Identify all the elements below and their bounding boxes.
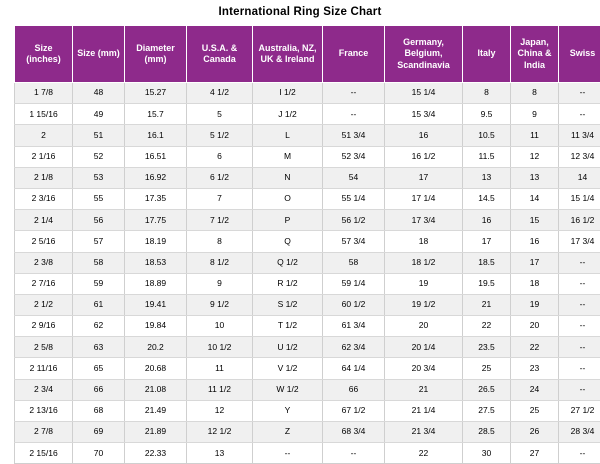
cell-usa-canada: 6: [187, 146, 253, 167]
cell-germany-belgium-scandinavia: 16: [385, 125, 463, 146]
cell-size-inches: 2 9/16: [15, 316, 73, 337]
cell-japan-china-india: 8: [511, 83, 559, 104]
cell-diameter-mm: 18.19: [125, 231, 187, 252]
cell-size-inches: 2 5/8: [15, 337, 73, 358]
cell-size-inches: 2 5/16: [15, 231, 73, 252]
cell-size-inches: 2 3/16: [15, 188, 73, 209]
cell-size-inches: 1 15/16: [15, 104, 73, 125]
table-header: [15, 26, 600, 83]
column-header-size-mm: Size (mm): [73, 26, 125, 83]
cell-diameter-mm: 18.53: [125, 252, 187, 273]
cell-size-mm: 55: [73, 188, 125, 209]
table-row: [15, 443, 600, 464]
cell-australia-nz-uk-ireland: V 1/2: [253, 358, 323, 379]
cell-germany-belgium-scandinavia: 20: [385, 316, 463, 337]
column-header-diameter-mm: Diameter (mm): [125, 26, 187, 83]
ring-size-table: [14, 25, 600, 464]
cell-japan-china-india: 19: [511, 294, 559, 315]
cell-italy: 8: [463, 83, 511, 104]
cell-diameter-mm: 20.2: [125, 337, 187, 358]
cell-germany-belgium-scandinavia: 19: [385, 273, 463, 294]
cell-size-inches: 2 1/8: [15, 167, 73, 188]
cell-australia-nz-uk-ireland: Z: [253, 422, 323, 443]
cell-size-mm: 53: [73, 167, 125, 188]
cell-usa-canada: 9: [187, 273, 253, 294]
cell-size-inches: 2: [15, 125, 73, 146]
cell-diameter-mm: 16.51: [125, 146, 187, 167]
cell-germany-belgium-scandinavia: 19 1/2: [385, 294, 463, 315]
cell-germany-belgium-scandinavia: 17: [385, 167, 463, 188]
cell-diameter-mm: 20.68: [125, 358, 187, 379]
cell-italy: 30: [463, 443, 511, 464]
column-header-japan-china-india: Japan, China & India: [511, 26, 559, 83]
cell-size-mm: 63: [73, 337, 125, 358]
cell-france: 62 3/4: [323, 337, 385, 358]
cell-swiss: 12 3/4: [559, 146, 600, 167]
cell-size-mm: 51: [73, 125, 125, 146]
cell-size-inches: 2 3/8: [15, 252, 73, 273]
cell-germany-belgium-scandinavia: 21: [385, 379, 463, 400]
cell-australia-nz-uk-ireland: N: [253, 167, 323, 188]
cell-australia-nz-uk-ireland: R 1/2: [253, 273, 323, 294]
cell-swiss: --: [559, 294, 600, 315]
cell-australia-nz-uk-ireland: M: [253, 146, 323, 167]
table-row: [15, 316, 600, 337]
cell-australia-nz-uk-ireland: T 1/2: [253, 316, 323, 337]
cell-japan-china-india: 17: [511, 252, 559, 273]
cell-size-mm: 61: [73, 294, 125, 315]
cell-italy: 27.5: [463, 400, 511, 421]
cell-italy: 22: [463, 316, 511, 337]
cell-swiss: 17 3/4: [559, 231, 600, 252]
cell-france: 59 1/4: [323, 273, 385, 294]
cell-italy: 28.5: [463, 422, 511, 443]
cell-usa-canada: 8: [187, 231, 253, 252]
cell-germany-belgium-scandinavia: 18: [385, 231, 463, 252]
cell-size-inches: 2 1/4: [15, 210, 73, 231]
cell-japan-china-india: 18: [511, 273, 559, 294]
table-row: [15, 294, 600, 315]
cell-italy: 19.5: [463, 273, 511, 294]
cell-swiss: 11 3/4: [559, 125, 600, 146]
cell-usa-canada: 4 1/2: [187, 83, 253, 104]
table-row: [15, 422, 600, 443]
cell-france: 64 1/4: [323, 358, 385, 379]
cell-italy: 23.5: [463, 337, 511, 358]
table-row: [15, 104, 600, 125]
cell-germany-belgium-scandinavia: 15 1/4: [385, 83, 463, 104]
cell-usa-canada: 7 1/2: [187, 210, 253, 231]
cell-size-inches: 2 15/16: [15, 443, 73, 464]
cell-france: 51 3/4: [323, 125, 385, 146]
cell-germany-belgium-scandinavia: 17 3/4: [385, 210, 463, 231]
cell-australia-nz-uk-ireland: O: [253, 188, 323, 209]
cell-size-mm: 49: [73, 104, 125, 125]
table-row: [15, 146, 600, 167]
cell-size-inches: 2 7/8: [15, 422, 73, 443]
cell-diameter-mm: 17.75: [125, 210, 187, 231]
cell-japan-china-india: 14: [511, 188, 559, 209]
cell-japan-china-india: 24: [511, 379, 559, 400]
column-header-swiss: Swiss: [559, 26, 600, 83]
cell-japan-china-india: 12: [511, 146, 559, 167]
cell-size-mm: 59: [73, 273, 125, 294]
cell-diameter-mm: 19.41: [125, 294, 187, 315]
cell-france: 60 1/2: [323, 294, 385, 315]
table-row: [15, 273, 600, 294]
table-row: [15, 337, 600, 358]
table-row: [15, 379, 600, 400]
cell-france: --: [323, 83, 385, 104]
cell-size-mm: 56: [73, 210, 125, 231]
cell-germany-belgium-scandinavia: 17 1/4: [385, 188, 463, 209]
cell-diameter-mm: 21.49: [125, 400, 187, 421]
cell-japan-china-india: 16: [511, 231, 559, 252]
cell-swiss: --: [559, 252, 600, 273]
cell-swiss: 27 1/2: [559, 400, 600, 421]
cell-germany-belgium-scandinavia: 22: [385, 443, 463, 464]
cell-swiss: --: [559, 104, 600, 125]
cell-france: 67 1/2: [323, 400, 385, 421]
cell-swiss: 16 1/2: [559, 210, 600, 231]
cell-size-inches: 2 1/16: [15, 146, 73, 167]
cell-france: --: [323, 104, 385, 125]
cell-germany-belgium-scandinavia: 21 1/4: [385, 400, 463, 421]
cell-france: 66: [323, 379, 385, 400]
cell-size-inches: 2 13/16: [15, 400, 73, 421]
cell-france: 68 3/4: [323, 422, 385, 443]
table-row: [15, 125, 600, 146]
cell-germany-belgium-scandinavia: 21 3/4: [385, 422, 463, 443]
cell-australia-nz-uk-ireland: S 1/2: [253, 294, 323, 315]
cell-size-mm: 65: [73, 358, 125, 379]
cell-swiss: --: [559, 316, 600, 337]
cell-usa-canada: 8 1/2: [187, 252, 253, 273]
cell-diameter-mm: 17.35: [125, 188, 187, 209]
cell-size-mm: 57: [73, 231, 125, 252]
cell-australia-nz-uk-ireland: J 1/2: [253, 104, 323, 125]
cell-italy: 10.5: [463, 125, 511, 146]
cell-germany-belgium-scandinavia: 20 1/4: [385, 337, 463, 358]
cell-japan-china-india: 15: [511, 210, 559, 231]
cell-size-inches: 2 3/4: [15, 379, 73, 400]
table-row: [15, 400, 600, 421]
cell-japan-china-india: 9: [511, 104, 559, 125]
cell-france: 52 3/4: [323, 146, 385, 167]
cell-diameter-mm: 15.27: [125, 83, 187, 104]
table-container: [0, 25, 600, 464]
cell-swiss: --: [559, 443, 600, 464]
cell-usa-canada: 9 1/2: [187, 294, 253, 315]
cell-size-mm: 70: [73, 443, 125, 464]
cell-diameter-mm: 16.92: [125, 167, 187, 188]
cell-italy: 13: [463, 167, 511, 188]
cell-size-inches: 1 7/8: [15, 83, 73, 104]
cell-australia-nz-uk-ireland: --: [253, 443, 323, 464]
cell-usa-canada: 10 1/2: [187, 337, 253, 358]
cell-usa-canada: 11: [187, 358, 253, 379]
column-header-size-inches: Size (inches): [15, 26, 73, 83]
cell-japan-china-india: 23: [511, 358, 559, 379]
cell-italy: 25: [463, 358, 511, 379]
cell-diameter-mm: 18.89: [125, 273, 187, 294]
cell-swiss: --: [559, 337, 600, 358]
cell-size-inches: 2 1/2: [15, 294, 73, 315]
cell-swiss: --: [559, 83, 600, 104]
cell-usa-canada: 7: [187, 188, 253, 209]
cell-size-mm: 58: [73, 252, 125, 273]
cell-australia-nz-uk-ireland: Y: [253, 400, 323, 421]
cell-france: 56 1/2: [323, 210, 385, 231]
cell-size-mm: 66: [73, 379, 125, 400]
cell-diameter-mm: 19.84: [125, 316, 187, 337]
header-row: [15, 26, 600, 83]
column-header-france: France: [323, 26, 385, 83]
cell-germany-belgium-scandinavia: 20 3/4: [385, 358, 463, 379]
cell-italy: 16: [463, 210, 511, 231]
cell-japan-china-india: 27: [511, 443, 559, 464]
cell-usa-canada: 13: [187, 443, 253, 464]
table-row: [15, 83, 600, 104]
column-header-usa-canada: U.S.A. & Canada: [187, 26, 253, 83]
cell-italy: 9.5: [463, 104, 511, 125]
table-row: [15, 252, 600, 273]
cell-france: 61 3/4: [323, 316, 385, 337]
cell-size-mm: 62: [73, 316, 125, 337]
cell-japan-china-india: 22: [511, 337, 559, 358]
cell-size-mm: 68: [73, 400, 125, 421]
cell-usa-canada: 12 1/2: [187, 422, 253, 443]
cell-size-inches: 2 7/16: [15, 273, 73, 294]
cell-swiss: --: [559, 379, 600, 400]
cell-italy: 11.5: [463, 146, 511, 167]
cell-japan-china-india: 26: [511, 422, 559, 443]
cell-australia-nz-uk-ireland: Q: [253, 231, 323, 252]
page-title: International Ring Size Chart: [0, 0, 600, 25]
cell-size-inches: 2 11/16: [15, 358, 73, 379]
cell-swiss: --: [559, 358, 600, 379]
cell-diameter-mm: 15.7: [125, 104, 187, 125]
cell-italy: 26.5: [463, 379, 511, 400]
cell-italy: 18.5: [463, 252, 511, 273]
cell-swiss: 14: [559, 167, 600, 188]
cell-france: 55 1/4: [323, 188, 385, 209]
cell-australia-nz-uk-ireland: Q 1/2: [253, 252, 323, 273]
cell-italy: 17: [463, 231, 511, 252]
cell-diameter-mm: 22.33: [125, 443, 187, 464]
cell-italy: 21: [463, 294, 511, 315]
cell-diameter-mm: 21.89: [125, 422, 187, 443]
table-body: [15, 83, 600, 464]
cell-japan-china-india: 13: [511, 167, 559, 188]
cell-australia-nz-uk-ireland: W 1/2: [253, 379, 323, 400]
cell-usa-canada: 10: [187, 316, 253, 337]
cell-australia-nz-uk-ireland: U 1/2: [253, 337, 323, 358]
table-row: [15, 167, 600, 188]
cell-france: --: [323, 443, 385, 464]
cell-france: 54: [323, 167, 385, 188]
cell-australia-nz-uk-ireland: P: [253, 210, 323, 231]
cell-diameter-mm: 21.08: [125, 379, 187, 400]
cell-france: 57 3/4: [323, 231, 385, 252]
cell-germany-belgium-scandinavia: 15 3/4: [385, 104, 463, 125]
cell-australia-nz-uk-ireland: L: [253, 125, 323, 146]
table-row: [15, 358, 600, 379]
cell-japan-china-india: 25: [511, 400, 559, 421]
cell-swiss: 28 3/4: [559, 422, 600, 443]
cell-usa-canada: 6 1/2: [187, 167, 253, 188]
cell-usa-canada: 11 1/2: [187, 379, 253, 400]
cell-size-mm: 48: [73, 83, 125, 104]
cell-usa-canada: 5 1/2: [187, 125, 253, 146]
column-header-italy: Italy: [463, 26, 511, 83]
cell-germany-belgium-scandinavia: 16 1/2: [385, 146, 463, 167]
column-header-germany-belgium-scandinavia: Germany, Belgium, Scandinavia: [385, 26, 463, 83]
cell-size-mm: 52: [73, 146, 125, 167]
cell-japan-china-india: 20: [511, 316, 559, 337]
cell-italy: 14.5: [463, 188, 511, 209]
table-row: [15, 188, 600, 209]
cell-swiss: --: [559, 273, 600, 294]
cell-swiss: 15 1/4: [559, 188, 600, 209]
column-header-australia-nz-uk-ireland: Australia, NZ, UK & Ireland: [253, 26, 323, 83]
cell-diameter-mm: 16.1: [125, 125, 187, 146]
cell-size-mm: 69: [73, 422, 125, 443]
cell-japan-china-india: 11: [511, 125, 559, 146]
cell-australia-nz-uk-ireland: I 1/2: [253, 83, 323, 104]
table-row: [15, 210, 600, 231]
cell-usa-canada: 12: [187, 400, 253, 421]
table-row: [15, 231, 600, 252]
cell-france: 58: [323, 252, 385, 273]
cell-usa-canada: 5: [187, 104, 253, 125]
cell-germany-belgium-scandinavia: 18 1/2: [385, 252, 463, 273]
